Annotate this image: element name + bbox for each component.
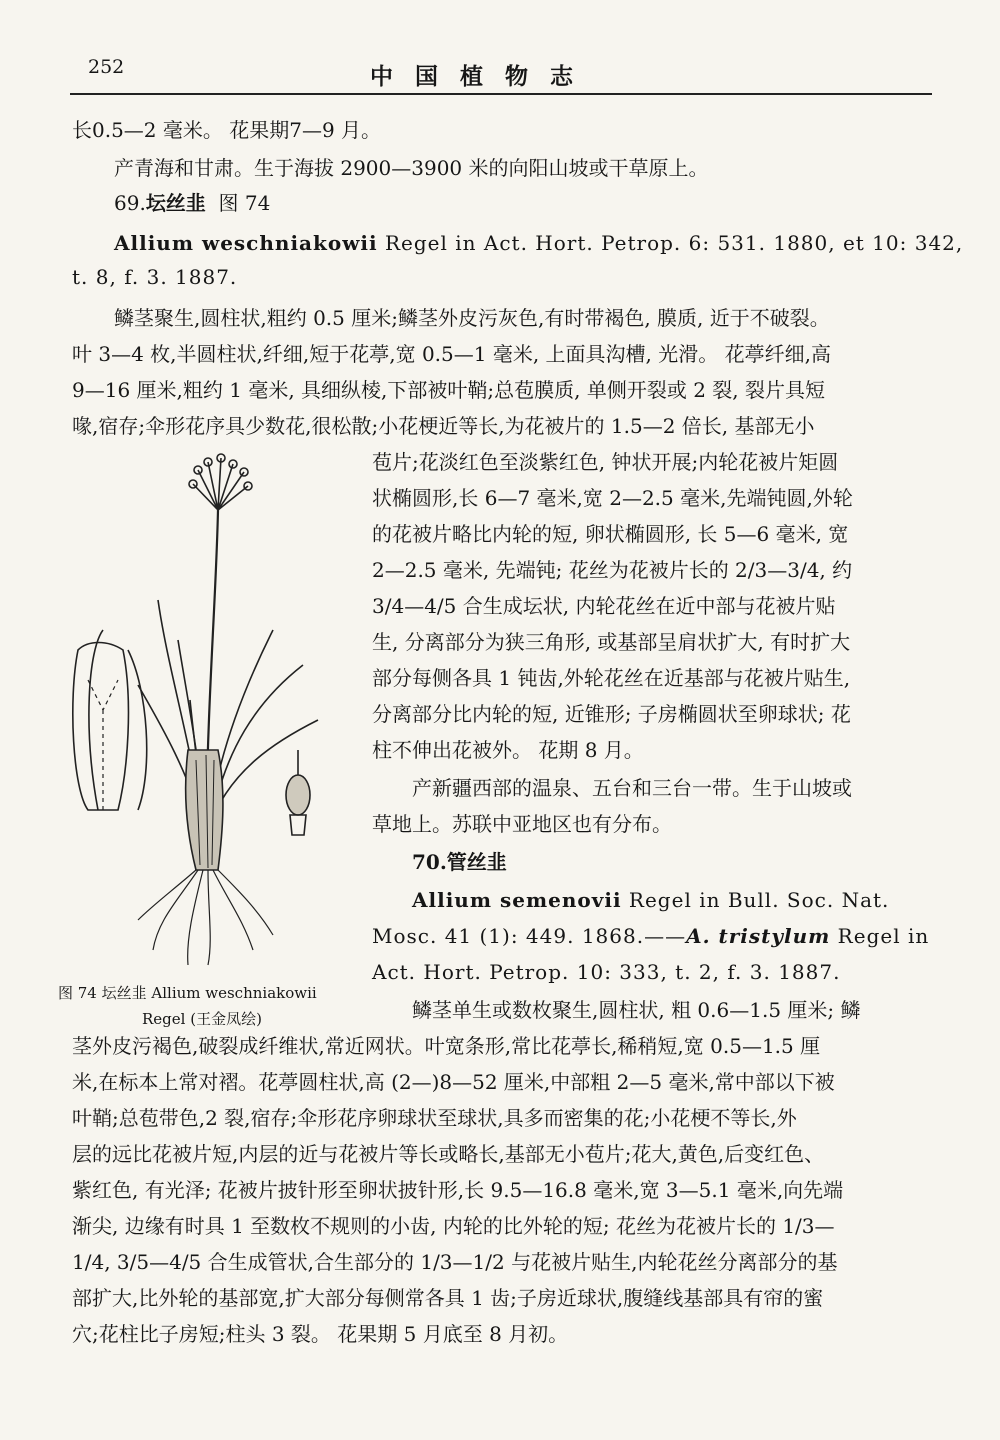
text-line: 产新疆西部的温泉、五台和三台一带。生于山坡或: [412, 776, 852, 800]
plant-illustration: [58, 450, 358, 970]
flower-detail: [73, 630, 147, 810]
text-line: 2—2.5 毫米, 先端钝; 花丝为花被片长的 2/3—3/4, 约: [372, 558, 853, 582]
text-line: 1/4, 3/5—4/5 合生成管状,合生部分的 1/3—1/2 与花被片贴生,内轮花丝分离部分的基: [72, 1250, 838, 1274]
text-line: 苞片;花淡红色至淡紫红色, 钟状开展;内轮花被片矩圆: [372, 450, 839, 474]
species-69-heading: [114, 190, 270, 216]
text-line: Act. Hort. Petrop. 10: 333, t. 2, f. 3. 1887.: [372, 960, 841, 984]
running-title: 中国植物志: [370, 63, 595, 90]
text-line: 穴;花柱比子房短;柱头 3 裂。 花果期 5 月底至 8 月初。: [72, 1322, 569, 1346]
roots: [138, 870, 273, 965]
text-line: 状椭圆形,长 6—7 毫米,宽 2—2.5 毫米,先端钝圆,外轮: [372, 486, 853, 510]
figure-ref: 图 74: [218, 191, 271, 215]
page-number: 252: [88, 56, 125, 78]
species-70-citation: [412, 887, 889, 913]
text-line: 喙,宿存;伞形花序具少数花,很松散;小花梗近等长,为花被片的 1.5—2 倍长, 基部无小: [72, 414, 815, 438]
text-line: 草地上。苏联中亚地区也有分布。: [372, 812, 672, 836]
text-line: 叶 3—4 枚,半圆柱状,纤细,短于花葶,宽 0.5—1 毫米, 上面具沟槽, 光滑。 花葶纤细,高: [72, 342, 831, 366]
text-line: 层的远比花被片短,内层的近与花被片等长或略长,基部无小苞片;花大,黄色,后变红色、: [72, 1142, 825, 1166]
text-line: 的花被片略比内轮的短, 卵状椭圆形, 长 5—6 毫米, 宽: [372, 522, 849, 546]
text-line: 分离部分比内轮的短, 近锥形; 子房椭圆状至卵球状; 花: [372, 702, 851, 726]
text-line: 部扩大,比外轮的基部宽,扩大部分每侧常各具 1 齿;子房近球状,腹缝线基部具有帘的蜜: [72, 1286, 824, 1310]
species-70-heading: 70.管丝韭: [412, 850, 507, 874]
text-line: 叶鞘;总苞带色,2 裂,宿存;伞形花序卵球状至球状,具多而密集的花;小花梗不等长,外: [72, 1106, 797, 1130]
text-line: 鳞茎单生或数枚聚生,圆柱状, 粗 0.6—1.5 厘米; 鳞: [412, 998, 861, 1022]
citation-text: Regel in: [830, 924, 930, 948]
bulb-cluster: [186, 750, 223, 870]
text-line: 米,在标本上常对褶。花葶圆柱状,高 (2—)8—52 厘米,中部粗 2—5 毫米,常中部以下被: [72, 1070, 835, 1094]
text-line: 生, 分离部分为狭三角形, 或基部呈肩状扩大, 有时扩大: [372, 630, 851, 654]
text-line: 渐尖, 边缘有时具 1 至数枚不规则的小齿, 内轮的比外轮的短; 花丝为花被片长的 1/3—: [72, 1214, 835, 1238]
ovary-detail: [286, 750, 310, 835]
figure-caption-line2: Regel (王金凤绘): [142, 1010, 262, 1028]
citation-text: Regel in Act. Hort. Petrop. 6: 531. 1880, et 10: 342,: [377, 231, 964, 255]
latin-name: Allium semenovii: [412, 888, 622, 912]
synonym-name: A. tristylum: [686, 924, 831, 948]
text-line: 3/4—4/5 合生成坛状, 内轮花丝在近中部与花被片贴: [372, 594, 836, 618]
header-rule: [70, 93, 932, 95]
species-name: 坛丝韭: [145, 191, 206, 215]
text-line: t. 8, f. 3. 1887.: [72, 265, 238, 289]
citation-line: [372, 923, 929, 949]
species-number: 69.: [114, 191, 146, 215]
text-line: 茎外皮污褐色,破裂成纤维状,常近网状。叶宽条形,常比花葶长,稀稍短,宽 0.5—1.5 厘: [72, 1034, 821, 1058]
citation-text: Mosc. 41 (1): 449. 1868.——: [372, 924, 687, 948]
text-line: 鳞茎聚生,圆柱状,粗约 0.5 厘米;鳞茎外皮污灰色,有时带褐色, 膜质, 近于不破裂。: [114, 306, 830, 330]
species-69-citation: [114, 230, 963, 256]
latin-name: Allium weschniakowii: [114, 231, 378, 255]
text-line: 长0.5—2 毫米。 花果期7—9 月。: [72, 118, 382, 142]
text-line: 产青海和甘肃。生于海拔 2900—3900 米的向阳山坡或干草原上。: [114, 156, 709, 180]
text-line: 部分每侧各具 1 钝齿,外轮花丝在近基部与花被片贴生,: [372, 666, 851, 690]
text-line: 9—16 厘米,粗约 1 毫米, 具细纵棱,下部被叶鞘;总苞膜质, 单侧开裂或 2 裂, 裂片具短: [72, 378, 826, 402]
text-line: 紫红色, 有光泽; 花被片披针形至卵状披针形,长 9.5—16.8 毫米,宽 3—5.1 毫米,向先端: [72, 1178, 844, 1202]
figure-caption-line1: 图 74 坛丝韭 Allium weschniakowii: [58, 984, 317, 1002]
flower-umbel: [189, 454, 252, 510]
citation-text: Regel in Bull. Soc. Nat.: [621, 888, 890, 912]
text-line: 柱不伸出花被外。 花期 8 月。: [372, 738, 644, 762]
